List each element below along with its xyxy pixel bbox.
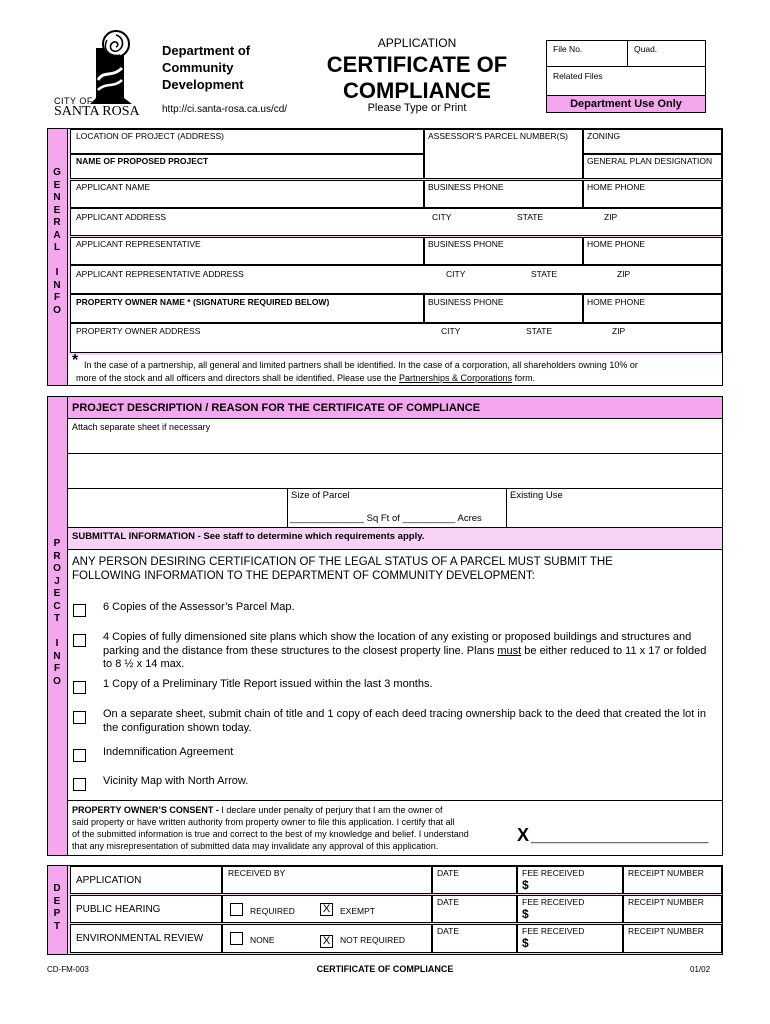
submittal-note: - See staff to determine which requirements apply. — [194, 531, 425, 542]
title-line-2: COMPLIANCE — [343, 78, 491, 103]
applicant-city-label: CITY — [432, 212, 452, 222]
env-not-required-checkbox[interactable]: X — [320, 935, 333, 948]
checkbox-parcel-map[interactable] — [73, 604, 86, 617]
consent-line-4: that any misrepresentation of submitted data may invalidate any approval of this application. — [72, 841, 439, 851]
project-side-letter: J — [54, 575, 60, 587]
general-side-letter: R — [53, 217, 61, 228]
project-side-letter: T — [53, 613, 61, 624]
item-title-report: 1 Copy of a Preliminary Title Report issued within the last 3 months. — [103, 678, 433, 690]
rep-home-phone-label: HOME PHONE — [587, 239, 646, 249]
file-no-label: File No. — [553, 44, 583, 54]
form-kind: APPLICATION — [377, 36, 457, 50]
env-receipt-label: RECEIPT NUMBER — [628, 926, 704, 936]
dept-line-3: Development — [162, 77, 244, 92]
rep-city-label: CITY — [446, 269, 466, 279]
rep-state-label: STATE — [531, 269, 558, 279]
env-none-checkbox[interactable] — [230, 932, 243, 945]
site-plans-size: be either reduced to 11 x 17 or folded to 8 ½ x 14 max. — [103, 644, 707, 670]
consent-title: PROPERTY OWNER’S CONSENT - — [72, 805, 222, 815]
general-side-letter: O — [53, 304, 61, 316]
home-phone-label: HOME PHONE — [587, 182, 646, 192]
asterisk: * — [72, 352, 79, 369]
application-label: APPLICATION — [76, 875, 142, 886]
applicant-address-label: APPLICANT ADDRESS — [76, 212, 167, 222]
dept-side-letter: D — [53, 883, 61, 894]
submittal-title: SUBMITTAL INFORMATION — [72, 531, 195, 542]
applicant-name-label: APPLICANT NAME — [76, 182, 151, 192]
general-side-letter: F — [53, 292, 61, 303]
general-side-letter: L — [53, 242, 61, 253]
project-side-letter: N — [53, 650, 61, 662]
item-vicinity-map: Vicinity Map with North Arrow. — [103, 775, 249, 787]
env-dollar: $ — [522, 936, 529, 950]
project-side-letter: I — [55, 638, 59, 649]
project-side-label — [50, 538, 64, 688]
env-fee-label: FEE RECEIVED — [522, 926, 585, 936]
checkbox-vicinity-map[interactable] — [73, 778, 86, 791]
department-name — [162, 42, 250, 93]
applicant-state-label: STATE — [517, 212, 544, 222]
env-none-label: NONE — [250, 935, 275, 945]
footer-title: CERTIFICATE OF COMPLIANCE — [316, 964, 454, 974]
dept-line-2: Community — [162, 60, 234, 75]
acres-label: Acres — [457, 513, 482, 524]
project-name-label: NAME OF PROPOSED PROJECT — [76, 156, 209, 166]
instructions: Please Type or Print — [367, 102, 467, 114]
submittal-info — [72, 531, 424, 542]
of-label: of — [391, 513, 400, 524]
applicant-address-field[interactable] — [70, 208, 722, 236]
env-not-required-label: NOT REQUIRED — [340, 935, 406, 945]
applicant-zip-label: ZIP — [604, 212, 618, 222]
hearing-dollar: $ — [522, 907, 529, 921]
hearing-receipt-label: RECEIPT NUMBER — [628, 897, 704, 907]
hearing-exempt-label: EXEMPT — [340, 906, 375, 916]
application-fee-label: FEE RECEIVED — [522, 868, 585, 878]
hearing-date-label: DATE — [437, 897, 460, 907]
quad-label: Quad. — [634, 44, 658, 54]
consent-line-2: said property or have written authority from property owner to file this application. I certify that all — [72, 817, 455, 827]
project-desc-heading: PROJECT DESCRIPTION / REASON FOR THE CERTIFICATE OF COMPLIANCE — [72, 402, 481, 414]
owner-business-phone-label: BUSINESS PHONE — [428, 297, 504, 307]
project-side-letter: R — [53, 550, 61, 562]
hearing-required-checkbox[interactable] — [230, 903, 243, 916]
attach-note: Attach separate sheet if necessary — [72, 422, 211, 432]
sqft-label: Sq Ft — [366, 513, 390, 524]
general-plan-label: GENERAL PLAN DESIGNATION — [587, 156, 713, 166]
project-side-letter — [50, 626, 64, 639]
checkbox-site-plans[interactable] — [73, 634, 86, 647]
project-side-letter: P — [53, 538, 61, 549]
site-plans-must: must — [497, 644, 522, 657]
application-receipt-label: RECEIPT NUMBER — [628, 868, 704, 878]
title-line-1: CERTIFICATE OF — [326, 52, 508, 77]
form-date: 01/02 — [690, 965, 711, 974]
application-date-label: DATE — [437, 868, 460, 878]
notice-line-1: ANY PERSON DESIRING CERTIFICATION OF THE LEGAL STATUS OF A PARCEL MUST SUBMIT THE — [72, 556, 613, 568]
notice-line-2: FOLLOWING INFORMATION TO THE DEPARTMENT OF COMMUNITY DEVELOPMENT: — [72, 569, 535, 582]
general-side-letter: N — [53, 279, 61, 291]
consent-line-3: of the submitted information is true and correct to the best of my knowledge and belief. I understand — [72, 829, 469, 839]
public-hearing-label: PUBLIC HEARING — [76, 904, 161, 915]
dept-side-letter: T — [53, 920, 61, 932]
zoning-label: ZONING — [587, 131, 621, 141]
dept-side-label — [50, 883, 64, 933]
project-desc-field-2[interactable] — [68, 454, 722, 489]
checkbox-title-report[interactable] — [73, 681, 86, 694]
rep-zip-label: ZIP — [617, 269, 631, 279]
dept-side-letter: E — [53, 895, 61, 907]
submittal-notice — [72, 556, 613, 583]
item-chain-of-title: On a separate sheet, submit chain of title and 1 copy of each deed tracing ownership back to the deed that created the lot in the configuration shown today. — [103, 708, 706, 734]
footnote-line-2 — [76, 372, 535, 385]
rep-business-phone-label: BUSINESS PHONE — [428, 239, 504, 249]
footnote-text: more of the stock and all officers and directors shall be identified. Please use the — [76, 373, 397, 383]
project-side-letter: C — [53, 600, 61, 612]
existing-use-label: Existing Use — [510, 490, 563, 501]
form-number: CD-FM-003 — [47, 965, 89, 974]
parcel-size-label: Size of Parcel — [291, 490, 350, 501]
hearing-exempt-checkbox[interactable]: X — [320, 903, 333, 916]
hearing-fee-label: FEE RECEIVED — [522, 897, 585, 907]
checkbox-indemnification[interactable] — [73, 749, 86, 762]
owner-consent — [72, 804, 469, 852]
owner-state-label: STATE — [526, 326, 553, 336]
footnote-line-1: In the case of a partnership, all general and limited partners shall be identified. In the case of a corporation, all shareholders owning 10% or — [84, 360, 638, 370]
project-side-letter: O — [53, 563, 61, 574]
general-side-letter — [50, 255, 64, 268]
apn-label: ASSESSOR'S PARCEL NUMBER(S) — [428, 131, 569, 141]
general-side-letter: I — [55, 267, 59, 278]
logo-city-of: CITY OF — [54, 96, 93, 106]
application-dollar: $ — [522, 878, 529, 892]
owner-address-label: PROPERTY OWNER ADDRESS — [76, 326, 201, 336]
signature-x: X — [517, 825, 530, 845]
received-by-label: RECEIVED BY — [228, 868, 286, 878]
form-title — [300, 52, 534, 104]
rep-address-label: APPLICANT REPRESENTATIVE ADDRESS — [76, 269, 244, 279]
general-side-letter: E — [53, 204, 61, 216]
footnote-form: form. — [514, 373, 536, 383]
owner-city-label: CITY — [441, 326, 461, 336]
parcel-size-field[interactable] — [290, 513, 482, 524]
general-side-letter: G — [53, 167, 61, 178]
department-url[interactable]: http://ci.santa-rosa.ca.us/cd/ — [162, 104, 288, 115]
project-side-letter: F — [53, 663, 61, 674]
owner-home-phone-label: HOME PHONE — [587, 297, 646, 307]
item-site-plans — [103, 631, 715, 672]
dept-side-letter: P — [53, 908, 61, 919]
item-parcel-map: 6 Copies of the Assessor’s Parcel Map. — [103, 601, 295, 613]
related-files-label: Related Files — [553, 71, 603, 81]
partnerships-link[interactable]: Partnerships & Corporations — [399, 373, 513, 383]
consent-line-1: I declare under penalty of perjury that I am the owner of — [221, 805, 443, 815]
checkbox-chain-of-title[interactable] — [73, 711, 86, 724]
project-side-letter: O — [53, 675, 61, 687]
logo-city-name: SANTA ROSA — [54, 104, 140, 119]
general-side-letter: E — [53, 179, 61, 191]
dept-use-only-label: Department Use Only — [547, 96, 705, 112]
site-plans-text: 4 Copies of fully dimensioned site plans which show the location of any existing or proposed buildings and structures and parking and the distance from these structures to the closest property line. Plans — [103, 631, 692, 657]
location-label: LOCATION OF PROJECT (ADDRESS) — [76, 131, 224, 141]
city-logo — [52, 30, 152, 120]
item-indemnification: Indemnification Agreement — [103, 746, 234, 758]
env-date-label: DATE — [437, 926, 460, 936]
hearing-required-label: REQUIRED — [250, 906, 295, 916]
signature-line[interactable]: _____________________________ — [531, 832, 709, 844]
owner-name-label: PROPERTY OWNER NAME * (SIGNATURE REQUIRED BELOW) — [76, 297, 330, 307]
acres-blank[interactable]: __________ — [402, 513, 456, 524]
general-side-label — [50, 167, 64, 317]
general-side-letter: N — [53, 192, 61, 203]
env-review-label: ENVIRONMENTAL REVIEW — [76, 933, 204, 944]
project-side-letter: E — [53, 588, 61, 599]
general-side-letter: A — [53, 229, 61, 241]
dept-line-1: Department of — [162, 43, 251, 58]
owner-zip-label: ZIP — [612, 326, 626, 336]
sqft-blank[interactable]: ______________ — [290, 513, 364, 524]
rep-label: APPLICANT REPRESENTATIVE — [76, 239, 201, 249]
business-phone-label: BUSINESS PHONE — [428, 182, 504, 192]
